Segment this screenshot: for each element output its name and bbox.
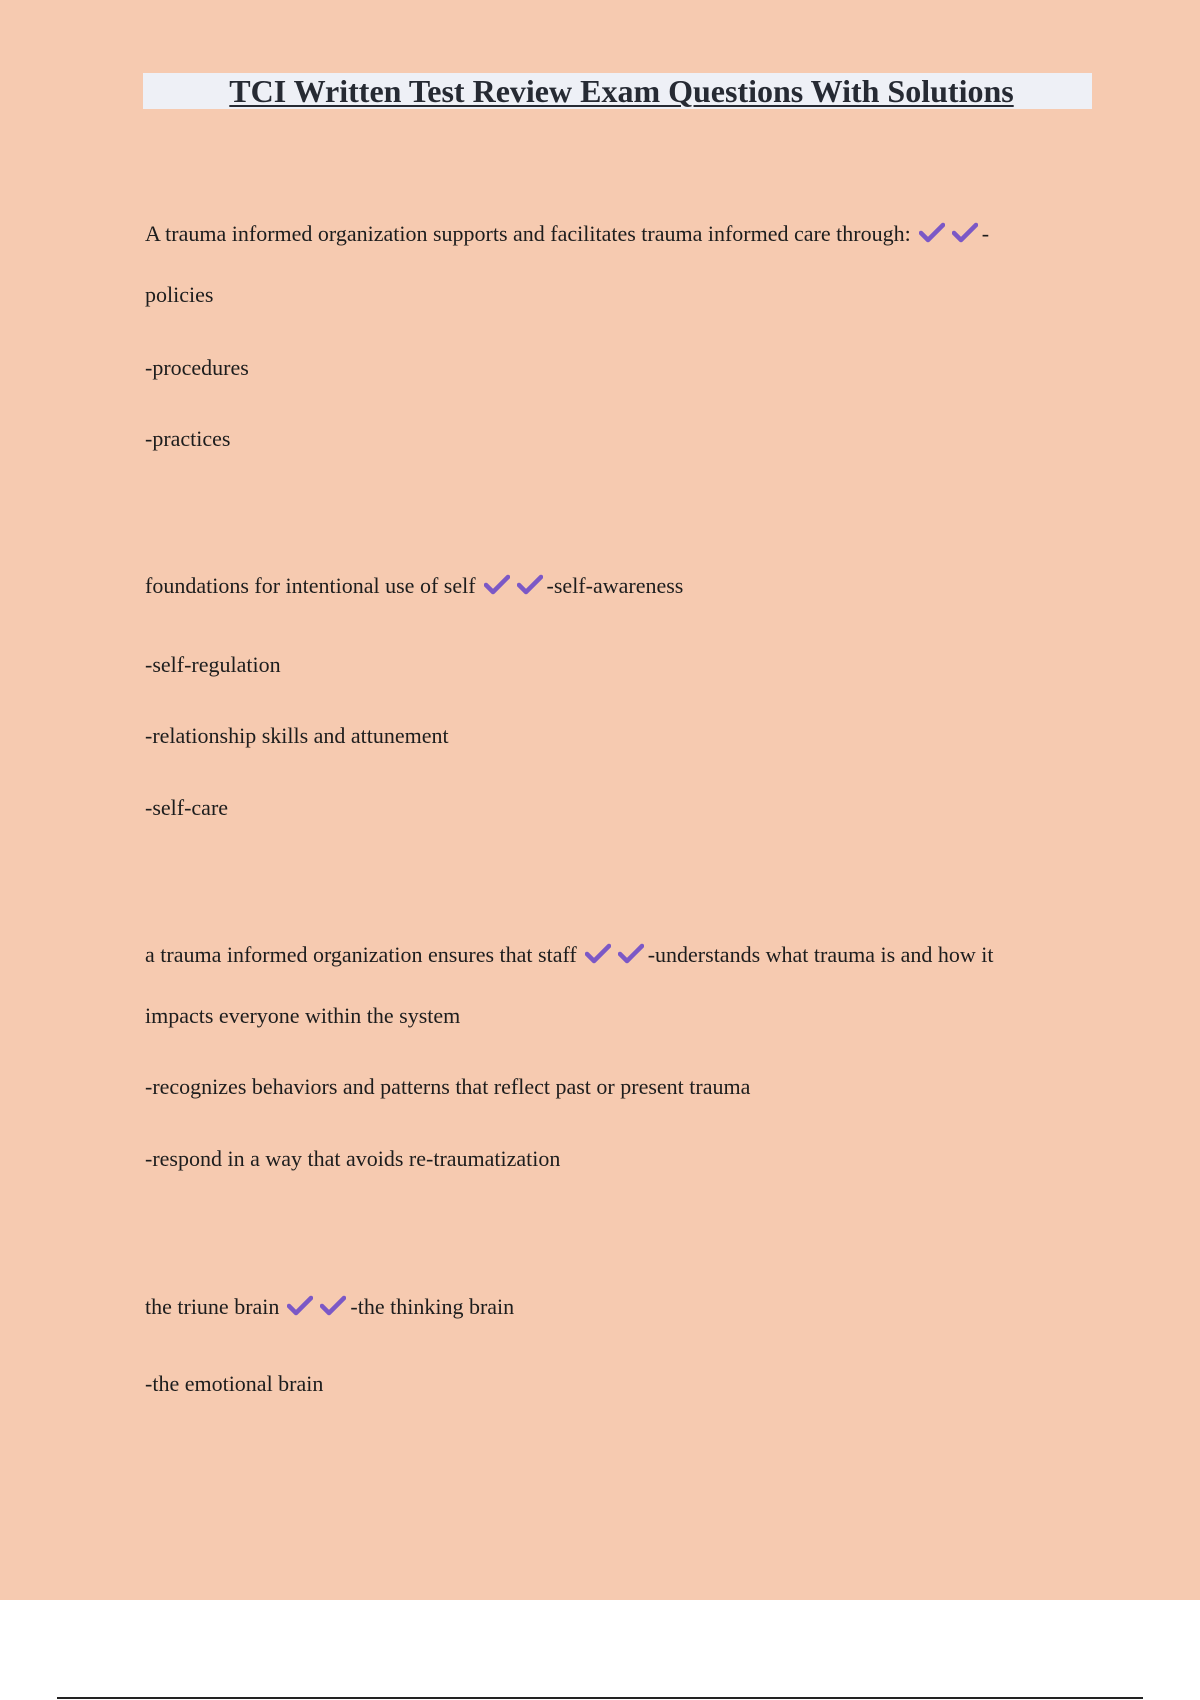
answer-line: -the emotional brain [145, 1371, 324, 1396]
question-text: A trauma informed organization supports and facilitates trauma informed care through: [145, 221, 911, 246]
answer-marker [585, 943, 646, 972]
check-icon [585, 943, 611, 965]
question-text: the triune brain [145, 1294, 280, 1319]
check-icon [618, 943, 644, 965]
answer-text: -self-awareness [546, 573, 684, 598]
answer-marker [287, 1295, 348, 1324]
answer-line: -practices [145, 426, 231, 451]
check-icon [952, 222, 978, 244]
question-line [145, 1293, 514, 1324]
answer-line: -self-regulation [145, 652, 281, 677]
question-text: foundations for intentional use of self [145, 573, 476, 598]
answer-marker [919, 222, 980, 251]
check-icon [320, 1295, 346, 1317]
footer-rule [57, 1697, 1143, 1699]
document-title: TCI Written Test Review Exam Questions With Solutions [229, 73, 1014, 109]
answer-line: -procedures [145, 355, 249, 380]
answer-line: -recognizes behaviors and patterns that reflect past or present trauma [145, 1074, 751, 1099]
answer-line: policies [145, 282, 214, 307]
check-icon [517, 574, 543, 596]
check-icon [919, 222, 945, 244]
answer-text: -understands what trauma is and how it [647, 942, 994, 967]
answer-line: -respond in a way that avoids re-traumatization [145, 1146, 561, 1171]
check-icon [484, 574, 510, 596]
answer-line: impacts everyone within the system [145, 1003, 461, 1028]
question-text: a trauma informed organization ensures that staff [145, 942, 577, 967]
answer-line: -relationship skills and attunement [145, 723, 449, 748]
answer-text: - [981, 221, 990, 246]
check-icon [287, 1295, 313, 1317]
question-line [145, 220, 989, 251]
answer-line: -self-care [145, 795, 229, 820]
question-line [145, 941, 994, 972]
answer-marker [484, 574, 545, 603]
title-highlight [143, 73, 1092, 109]
answer-text: -the thinking brain [350, 1294, 515, 1319]
question-line [145, 572, 683, 603]
